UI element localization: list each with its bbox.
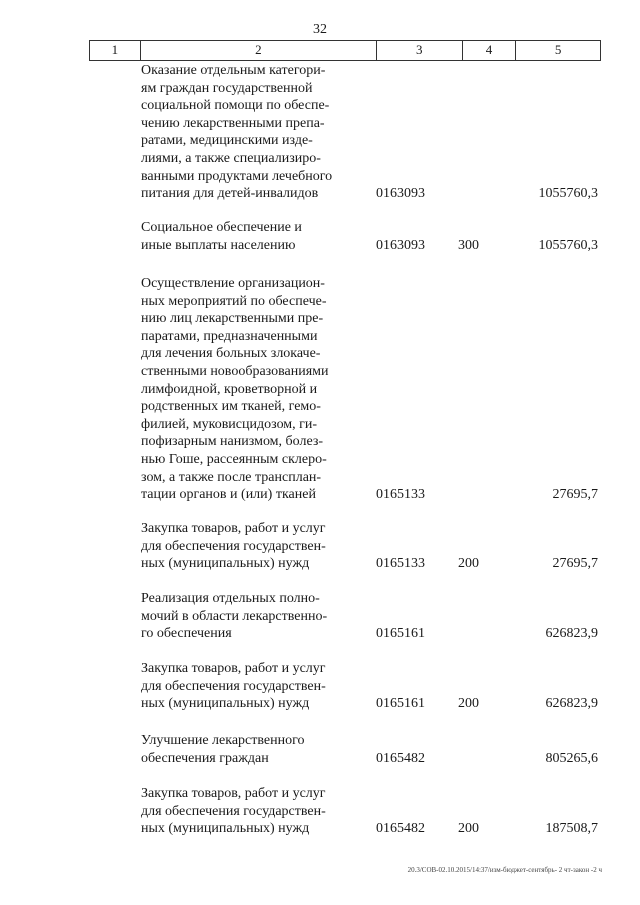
description-line: ственными новообразованиями	[141, 363, 329, 379]
description-line: мочий в области лекарственно-	[141, 608, 328, 624]
row-description	[141, 785, 347, 838]
description-line: ных (муниципальных) нужд	[141, 696, 310, 712]
description-line: филией, муковисцидозом, ги-	[141, 416, 318, 432]
page-number: 32	[313, 22, 327, 37]
row-code: 0163093	[376, 186, 425, 201]
description-line: Реализация отдельных полно-	[141, 591, 320, 606]
row-code: 0165482	[376, 751, 425, 766]
description-line: для обеспечения государствен-	[141, 538, 326, 554]
header-col-4: 4	[462, 41, 516, 60]
description-line: Оказание отдельным категори-	[141, 63, 326, 78]
description-line: тации органов и (или) тканей	[141, 487, 316, 503]
description-line: Закупка товаров, работ и услуг	[141, 786, 326, 801]
description-line: ратами, медицинскими изде-	[141, 133, 313, 149]
row-amount: 805265,6	[545, 751, 598, 766]
row-description	[141, 660, 347, 713]
row-code: 0163093	[376, 238, 425, 253]
description-line: ям граждан государственной	[141, 80, 313, 96]
description-line: пофизарным нанизмом, болез-	[141, 434, 324, 450]
row-amount: 27695,7	[552, 556, 598, 571]
row-amount: 1055760,3	[538, 186, 598, 201]
row-amount: 27695,7	[552, 487, 598, 502]
description-line: чению лекарственными препа-	[141, 115, 325, 131]
description-line: нью Гоше, рассеянным склеро-	[141, 451, 327, 467]
description-line: нию лиц лекарственными пре-	[141, 311, 324, 327]
row-description	[141, 590, 347, 643]
header-col-2: 2	[140, 41, 376, 60]
description-line: Улучшение лекарственного	[141, 733, 305, 748]
description-line: паратами, предназначенными	[141, 328, 318, 344]
row-amount: 187508,7	[545, 821, 598, 836]
row-amount: 626823,9	[545, 626, 598, 641]
description-line: обеспечения граждан	[141, 750, 269, 766]
row-description	[141, 520, 347, 573]
description-line: зом, а также после трансплан-	[141, 469, 322, 485]
description-line: питания для детей-инвалидов	[141, 186, 319, 202]
row-description	[141, 732, 347, 767]
description-line: иные выплаты населению	[141, 237, 296, 253]
description-line: го обеспечения	[141, 626, 232, 642]
row-expense-type: 200	[458, 696, 479, 711]
header-col-3: 3	[376, 41, 462, 60]
description-line: родственных им тканей, гемо-	[141, 399, 321, 415]
row-expense-type: 200	[458, 556, 479, 571]
row-description	[141, 275, 347, 504]
row-amount: 1055760,3	[538, 238, 598, 253]
row-expense-type: 200	[458, 821, 479, 836]
description-line: социальной помощи по обеспе-	[141, 98, 330, 114]
description-line: для обеспечения государствен-	[141, 678, 326, 694]
row-code: 0165133	[376, 487, 425, 502]
description-line: ных мероприятий по обеспече-	[141, 293, 327, 309]
description-line: ных (муниципальных) нужд	[141, 821, 310, 837]
description-line: для лечения больных злокаче-	[141, 346, 321, 362]
row-description	[141, 219, 347, 254]
row-code: 0165161	[376, 696, 425, 711]
description-line: Осуществление организацион-	[141, 276, 325, 291]
footer-document-id: 20.3/СОВ-02.10.2015/14:37/изм-бюджет-сентябрь- 2 чт-закон -2 ч	[407, 866, 602, 874]
description-line: Социальное обеспечение и	[141, 220, 302, 235]
header-col-1: 1	[89, 41, 140, 60]
row-amount: 626823,9	[545, 696, 598, 711]
row-code: 0165133	[376, 556, 425, 571]
description-line: Закупка товаров, работ и услуг	[141, 661, 326, 676]
description-line: лиями, а также специализиро-	[141, 150, 321, 166]
row-description	[141, 62, 347, 203]
row-code: 0165482	[376, 821, 425, 836]
description-line: Закупка товаров, работ и услуг	[141, 521, 326, 536]
row-code: 0165161	[376, 626, 425, 641]
description-line: для обеспечения государствен-	[141, 803, 326, 819]
description-line: лимфоидной, кроветворной и	[141, 381, 318, 397]
header-col-5: 5	[515, 41, 601, 60]
row-expense-type: 300	[458, 238, 479, 253]
description-line: ванными продуктами лечебного	[141, 168, 333, 184]
description-line: ных (муниципальных) нужд	[141, 556, 310, 572]
table-header	[89, 40, 601, 61]
